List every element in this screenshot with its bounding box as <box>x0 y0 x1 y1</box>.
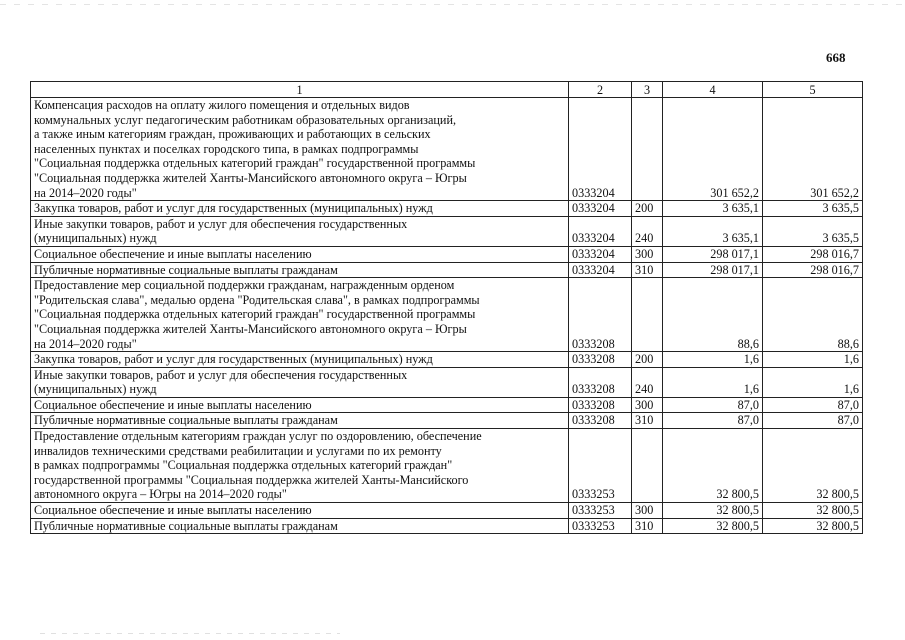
row-target-code: 0333208 <box>569 397 632 413</box>
table-row <box>31 352 863 368</box>
row-expense-type: 300 <box>632 246 663 262</box>
row-name: Публичные нормативные социальные выплаты гражданам <box>31 262 569 278</box>
row-expense-type: 240 <box>632 216 663 246</box>
table-row <box>31 216 863 246</box>
row-expense-type <box>632 98 663 201</box>
row-name: Закупка товаров, работ и услуг для государственных (муниципальных) нужд <box>31 201 569 217</box>
row-amount-col5: 1,6 <box>763 367 863 397</box>
row-target-code: 0333208 <box>569 278 632 352</box>
table-row <box>31 518 863 534</box>
row-target-code: 0333204 <box>569 262 632 278</box>
row-amount-col5: 301 652,2 <box>763 98 863 201</box>
row-name: Предоставление мер социальной поддержки гражданам, награжденным орденом "Родительская слава", медалью ордена "Родительская слава", в рамках подпрограммы "Социальная поддержка отдельных категорий граждан" государственной программы "Социальная поддержка жителей Ханты-Мансийского автономного округа – Югры на 2014–2020 годы" <box>31 278 569 352</box>
row-amount-col5: 298 016,7 <box>763 246 863 262</box>
row-name: Социальное обеспечение и иные выплаты населению <box>31 246 569 262</box>
header-col-1: 1 <box>31 82 569 98</box>
row-name: Компенсация расходов на оплату жилого помещения и отдельных видов коммунальных услуг педагогическим работникам образовательных организаций, а также иным категориям граждан, проживающих и работающих в сельских населенных пунктах и поселках городского типа, в рамках подпрограммы "Социальная поддержка отдельных категорий граждан" государственной программы "Социальная поддержка жителей Ханты-Мансийского автономного округа – Югры на 2014–2020 годы" <box>31 98 569 201</box>
row-amount-col4: 3 635,1 <box>663 216 763 246</box>
row-amount-col5: 88,6 <box>763 278 863 352</box>
row-expense-type: 310 <box>632 262 663 278</box>
table-row <box>31 278 863 352</box>
row-amount-col4: 3 635,1 <box>663 201 763 217</box>
budget-table <box>30 81 863 534</box>
row-expense-type: 310 <box>632 518 663 534</box>
row-amount-col4: 87,0 <box>663 413 763 429</box>
row-expense-type: 240 <box>632 367 663 397</box>
row-expense-type: 300 <box>632 397 663 413</box>
page-number: 668 <box>826 50 846 65</box>
row-target-code: 0333204 <box>569 216 632 246</box>
row-target-code: 0333204 <box>569 98 632 201</box>
table-body <box>31 98 863 534</box>
row-amount-col4: 298 017,1 <box>663 262 763 278</box>
row-expense-type: 300 <box>632 503 663 519</box>
row-amount-col5: 32 800,5 <box>763 503 863 519</box>
row-amount-col4: 301 652,2 <box>663 98 763 201</box>
row-amount-col4: 32 800,5 <box>663 503 763 519</box>
table-header-row <box>31 82 863 98</box>
row-name: Социальное обеспечение и иные выплаты населению <box>31 397 569 413</box>
header-col-4: 4 <box>663 82 763 98</box>
row-expense-type <box>632 278 663 352</box>
row-target-code: 0333208 <box>569 352 632 368</box>
table-row <box>31 429 863 503</box>
row-amount-col5: 3 635,5 <box>763 216 863 246</box>
row-name: Социальное обеспечение и иные выплаты населению <box>31 503 569 519</box>
row-amount-col5: 298 016,7 <box>763 262 863 278</box>
row-amount-col5: 32 800,5 <box>763 429 863 503</box>
header-col-2: 2 <box>569 82 632 98</box>
scan-artifact-bottom <box>40 633 340 634</box>
table-row <box>31 246 863 262</box>
row-target-code: 0333253 <box>569 518 632 534</box>
table-row <box>31 503 863 519</box>
table-row <box>31 262 863 278</box>
row-amount-col5: 3 635,5 <box>763 201 863 217</box>
table-row <box>31 98 863 201</box>
row-amount-col5: 87,0 <box>763 397 863 413</box>
row-name: Закупка товаров, работ и услуг для государственных (муниципальных) нужд <box>31 352 569 368</box>
table-row <box>31 397 863 413</box>
table-row <box>31 367 863 397</box>
row-amount-col5: 87,0 <box>763 413 863 429</box>
row-name: Иные закупки товаров, работ и услуг для обеспечения государственных (муниципальных) нужд <box>31 216 569 246</box>
row-amount-col4: 32 800,5 <box>663 429 763 503</box>
row-target-code: 0333204 <box>569 201 632 217</box>
row-expense-type <box>632 429 663 503</box>
row-target-code: 0333204 <box>569 246 632 262</box>
row-target-code: 0333208 <box>569 367 632 397</box>
row-amount-col4: 298 017,1 <box>663 246 763 262</box>
row-expense-type: 200 <box>632 201 663 217</box>
table-row <box>31 413 863 429</box>
row-name: Предоставление отдельным категориям граждан услуг по оздоровлению, обеспечение инвалидов техническими средствами реабилитации и услугами по их ремонту в рамках подпрограммы "Социальная поддержка отдельных категорий граждан" государственной программы "Социальная поддержка жителей Ханты-Мансийского автономного округа – Югры на 2014–2020 годы" <box>31 429 569 503</box>
row-expense-type: 310 <box>632 413 663 429</box>
row-name: Публичные нормативные социальные выплаты гражданам <box>31 518 569 534</box>
row-amount-col4: 32 800,5 <box>663 518 763 534</box>
row-target-code: 0333253 <box>569 503 632 519</box>
row-name: Публичные нормативные социальные выплаты гражданам <box>31 413 569 429</box>
row-name: Иные закупки товаров, работ и услуг для обеспечения государственных (муниципальных) нужд <box>31 367 569 397</box>
row-amount-col4: 1,6 <box>663 367 763 397</box>
row-amount-col4: 87,0 <box>663 397 763 413</box>
row-target-code: 0333253 <box>569 429 632 503</box>
row-target-code: 0333208 <box>569 413 632 429</box>
row-expense-type: 200 <box>632 352 663 368</box>
row-amount-col4: 1,6 <box>663 352 763 368</box>
row-amount-col5: 32 800,5 <box>763 518 863 534</box>
header-col-5: 5 <box>763 82 863 98</box>
scan-artifact-top <box>0 4 905 5</box>
header-col-3: 3 <box>632 82 663 98</box>
table-row <box>31 201 863 217</box>
row-amount-col4: 88,6 <box>663 278 763 352</box>
row-amount-col5: 1,6 <box>763 352 863 368</box>
